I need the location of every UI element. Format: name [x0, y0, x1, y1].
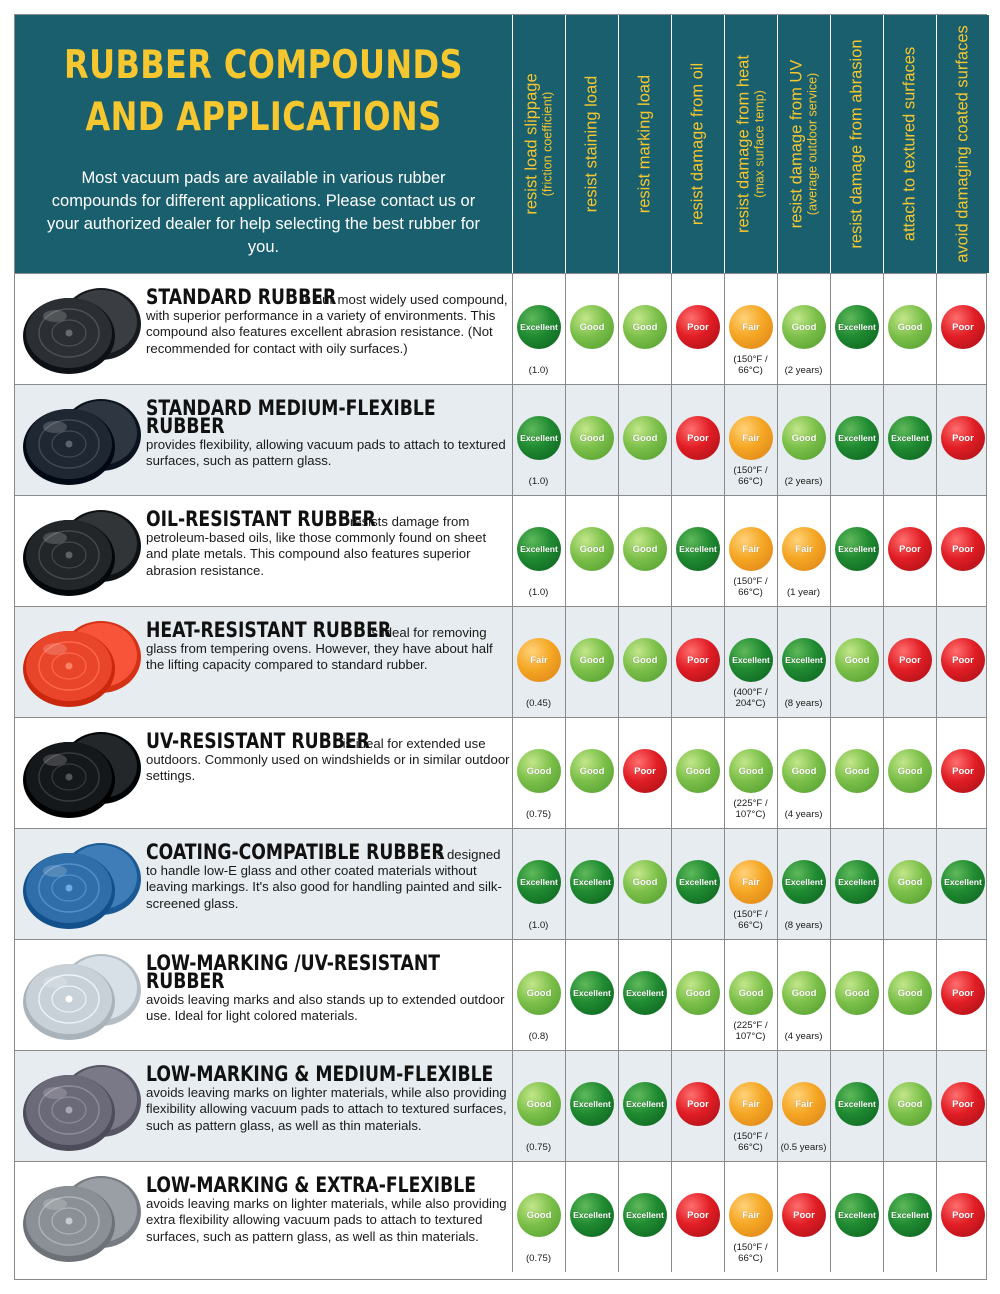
column-header-label: avoid damaging coated surfaces	[953, 25, 972, 263]
rating-cell	[830, 940, 883, 1050]
rating-badge-fair: Fair	[729, 305, 773, 349]
column-header-text	[937, 24, 990, 264]
rating-badge-good: Good	[517, 971, 561, 1015]
rubber-name: LOW-MARKING /UV-RESISTANT RUBBER	[146, 951, 441, 993]
rubber-name: OIL-RESISTANT RUBBER	[146, 507, 376, 531]
rating-cell	[618, 940, 671, 1050]
column-header	[618, 15, 671, 273]
rubber-name: HEAT-RESISTANT RUBBER	[146, 618, 392, 642]
rating-badge-excellent: Excellent	[517, 527, 561, 571]
rating-cell	[830, 829, 883, 939]
rating-badge-excellent: Excellent	[623, 1082, 667, 1126]
rating-cell	[512, 1051, 565, 1161]
vacuum-pad-image	[19, 502, 145, 600]
column-header-text	[619, 24, 672, 264]
rating-badge-good: Good	[623, 416, 667, 460]
rating-badge-fair: Fair	[517, 638, 561, 682]
rating-cell	[618, 1162, 671, 1272]
rating-cell	[777, 385, 830, 495]
rating-cell	[777, 607, 830, 717]
rating-cell	[671, 496, 724, 606]
rating-cell	[936, 829, 989, 939]
column-header	[565, 15, 618, 273]
rubber-description-text: resists damage from petroleum-based oils, like those commonly found on sheet and plate metals. This compound also features superior abrasion resistance.	[146, 514, 487, 578]
rating-cell	[618, 496, 671, 606]
rating-cell	[724, 1162, 777, 1272]
rubber-description	[146, 840, 510, 912]
rating-cell	[565, 274, 618, 384]
rating-note: (0.75)	[525, 1253, 552, 1264]
column-header-sublabel: (friction coefficient)	[540, 91, 555, 197]
column-header-text	[778, 24, 831, 264]
column-header-label: resist damage from oil	[688, 62, 707, 226]
rating-badge-excellent: Excellent	[676, 527, 720, 571]
rating-cell	[883, 496, 936, 606]
pad-image	[19, 613, 145, 711]
rubber-name: STANDARD RUBBER	[146, 285, 337, 309]
rubber-description-text: avoids leaving marks and also stands up to extended outdoor use. Ideal for light colored materials.	[146, 992, 505, 1024]
rating-cell	[936, 274, 989, 384]
rating-badge-fair: Fair	[729, 527, 773, 571]
rating-cell	[724, 829, 777, 939]
rating-badge-poor: Poor	[676, 1193, 720, 1237]
rating-cell	[936, 607, 989, 717]
rubber-row	[15, 606, 986, 717]
vacuum-pad-image	[19, 613, 145, 711]
rubber-row	[15, 1050, 986, 1161]
rating-cell	[883, 940, 936, 1050]
pad-image	[19, 280, 145, 378]
rubber-row	[15, 495, 986, 606]
rating-cell	[724, 940, 777, 1050]
column-header	[512, 15, 565, 273]
rating-cell	[883, 1162, 936, 1272]
rating-cell	[936, 1051, 989, 1161]
rating-cell	[777, 718, 830, 828]
rating-cell	[671, 385, 724, 495]
rubber-description	[146, 618, 510, 674]
rating-note: (400°F / 204°C)	[733, 687, 768, 709]
rating-badge-good: Good	[570, 305, 614, 349]
column-header	[883, 15, 936, 273]
pad-image	[19, 1168, 145, 1266]
rubber-description-text: provides flexibility, allowing vacuum pads to attach to textured surfaces, such as pattern glass.	[146, 437, 506, 469]
rating-badge-good: Good	[888, 749, 932, 793]
rating-cell	[565, 829, 618, 939]
rating-cell	[936, 385, 989, 495]
column-header-text	[513, 24, 566, 264]
rating-badge-excellent: Excellent	[570, 971, 614, 1015]
rating-cell	[618, 829, 671, 939]
rating-cell	[512, 940, 565, 1050]
column-header	[830, 15, 883, 273]
vacuum-pad-image	[19, 280, 145, 378]
rubber-description-text: is our most widely used compound, with superior performance in a variety of environments. This compound also features excellent abrasion resistance. (Not recommended for contact with oily surfaces.)	[146, 292, 508, 356]
rating-cell	[830, 718, 883, 828]
rating-note: (2 years)	[784, 365, 823, 376]
rating-cell	[618, 607, 671, 717]
rating-cell	[724, 385, 777, 495]
rating-cell	[671, 607, 724, 717]
rating-cell	[830, 385, 883, 495]
rubber-name: COATING-COMPATIBLE RUBBER	[146, 840, 445, 864]
rating-badge-excellent: Excellent	[835, 416, 879, 460]
rating-note: (150°F / 66°C)	[733, 576, 768, 598]
rating-cell	[777, 496, 830, 606]
rating-cell	[724, 718, 777, 828]
chart-header	[15, 15, 986, 273]
rating-cell	[512, 385, 565, 495]
rating-cell	[883, 274, 936, 384]
rating-note: (1 year)	[786, 587, 821, 598]
rating-badge-good: Good	[517, 1193, 561, 1237]
rating-badge-poor: Poor	[941, 638, 985, 682]
column-header-label: resist damage from abrasion	[847, 39, 866, 249]
rating-cell	[671, 718, 724, 828]
rating-cell	[565, 385, 618, 495]
rating-badge-poor: Poor	[782, 1193, 826, 1237]
rating-cell	[883, 385, 936, 495]
rubber-description	[146, 396, 510, 470]
column-header	[724, 15, 777, 273]
rubber-row	[15, 1161, 986, 1272]
rating-note: (150°F / 66°C)	[733, 1242, 768, 1264]
rating-cell	[565, 1162, 618, 1272]
rating-badge-fair: Fair	[782, 1082, 826, 1126]
rubber-description-text: avoids leaving marks on lighter materials, while also providing flexibility allowing vacuum pads to attach to textured surfaces, such as pattern glass, as well as thin materials.	[146, 1085, 507, 1133]
rating-cell	[777, 1051, 830, 1161]
rating-badge-good: Good	[835, 749, 879, 793]
column-header	[936, 15, 989, 273]
column-header	[671, 15, 724, 273]
rubber-description	[146, 729, 510, 785]
rating-cell	[830, 1162, 883, 1272]
column-header-label: attach to textured surfaces	[900, 46, 919, 242]
rating-cell	[777, 274, 830, 384]
rating-badge-poor: Poor	[676, 416, 720, 460]
rating-badge-fair: Fair	[729, 416, 773, 460]
rating-badge-good: Good	[782, 416, 826, 460]
pad-image	[19, 946, 145, 1044]
rubber-row	[15, 939, 986, 1050]
rating-note: (4 years)	[784, 1031, 823, 1042]
rating-cell	[671, 829, 724, 939]
rating-badge-excellent: Excellent	[835, 527, 879, 571]
rating-badge-good: Good	[835, 638, 879, 682]
column-header-sublabel: (average outdoor service)	[805, 72, 820, 216]
rating-cell	[724, 496, 777, 606]
rating-cell	[671, 274, 724, 384]
rating-cell	[830, 274, 883, 384]
pad-image	[19, 502, 145, 600]
rubber-row	[15, 273, 986, 384]
pad-image	[19, 391, 145, 489]
page-title-line-2: AND APPLICATIONS	[85, 95, 442, 140]
column-header-text	[725, 24, 778, 264]
vacuum-pad-image	[19, 835, 145, 933]
rating-cell	[830, 496, 883, 606]
rating-note: (1.0)	[528, 920, 549, 931]
rating-note: (150°F / 66°C)	[733, 465, 768, 487]
rubber-description-text: is ideal for extended use outdoors. Commonly used on windshields or in similar outdoor settings.	[146, 736, 510, 784]
rating-badge-good: Good	[570, 527, 614, 571]
rubber-name: LOW-MARKING & EXTRA-FLEXIBLE	[146, 1173, 476, 1197]
rating-badge-good: Good	[623, 527, 667, 571]
rating-cell	[777, 940, 830, 1050]
rating-badge-good: Good	[676, 749, 720, 793]
rating-badge-fair: Fair	[729, 1082, 773, 1126]
rating-badge-poor: Poor	[941, 527, 985, 571]
rubber-description	[146, 1062, 510, 1134]
rating-cell	[565, 496, 618, 606]
rating-badge-excellent: Excellent	[676, 860, 720, 904]
rating-cell	[512, 496, 565, 606]
pad-image	[19, 724, 145, 822]
vacuum-pad-image	[19, 1168, 145, 1266]
rating-note: (150°F / 66°C)	[733, 354, 768, 376]
rating-cell	[724, 274, 777, 384]
rating-badge-poor: Poor	[676, 305, 720, 349]
rating-note: (225°F / 107°C)	[733, 798, 768, 820]
rating-badge-excellent: Excellent	[782, 638, 826, 682]
rating-badge-excellent: Excellent	[623, 1193, 667, 1237]
rating-cell	[671, 940, 724, 1050]
rating-note: (0.75)	[525, 1142, 552, 1153]
rating-badge-fair: Fair	[729, 1193, 773, 1237]
rating-badge-excellent: Excellent	[623, 971, 667, 1015]
rating-cell	[618, 274, 671, 384]
rating-note: (225°F / 107°C)	[733, 1020, 768, 1042]
rating-cell	[671, 1162, 724, 1272]
rating-cell	[671, 1051, 724, 1161]
rating-cell	[565, 607, 618, 717]
rating-badge-good: Good	[570, 416, 614, 460]
rating-cell	[724, 607, 777, 717]
intro-text: Most vacuum pads are available in various rubber compounds for different applications. Please contact us or your authorized dealer for help selecting the best rubber for you.	[47, 169, 480, 256]
rating-badge-good: Good	[888, 305, 932, 349]
rubber-compounds-chart	[14, 14, 987, 1280]
rating-cell	[512, 274, 565, 384]
rating-badge-good: Good	[729, 971, 773, 1015]
rating-cell	[512, 829, 565, 939]
vacuum-pad-image	[19, 946, 145, 1044]
column-header-label: resist damage from heat	[734, 55, 753, 233]
vacuum-pad-image	[19, 391, 145, 489]
pad-image	[19, 1057, 145, 1155]
rating-badge-good: Good	[782, 749, 826, 793]
rating-badge-poor: Poor	[623, 749, 667, 793]
title-block	[15, 15, 512, 273]
rating-badge-poor: Poor	[941, 749, 985, 793]
vacuum-pad-image	[19, 1057, 145, 1155]
vacuum-pad-image	[19, 724, 145, 822]
rating-cell	[936, 940, 989, 1050]
rating-badge-good: Good	[835, 971, 879, 1015]
rating-note: (0.45)	[525, 698, 552, 709]
column-header-text	[672, 24, 725, 264]
rubber-description-text: is ideal for removing glass from tempering ovens. However, they have about half the lifting capacity compared to standard rubber.	[146, 625, 493, 673]
column-header-text	[884, 24, 937, 264]
rating-badge-good: Good	[623, 305, 667, 349]
rating-badge-excellent: Excellent	[782, 860, 826, 904]
rating-note: (8 years)	[784, 698, 823, 709]
rating-badge-fair: Fair	[729, 860, 773, 904]
rating-note: (150°F / 66°C)	[733, 909, 768, 931]
rating-badge-poor: Poor	[941, 1193, 985, 1237]
rating-cell	[724, 1051, 777, 1161]
rating-badge-excellent: Excellent	[570, 1082, 614, 1126]
rating-badge-excellent: Excellent	[517, 416, 561, 460]
rating-cell	[830, 607, 883, 717]
rating-cell	[830, 1051, 883, 1161]
rating-badge-poor: Poor	[941, 416, 985, 460]
rating-badge-poor: Poor	[676, 638, 720, 682]
rating-cell	[936, 718, 989, 828]
rubber-description	[146, 285, 510, 357]
rating-cell	[883, 607, 936, 717]
rating-cell	[883, 718, 936, 828]
rating-note: (1.0)	[528, 476, 549, 487]
rating-cell	[565, 940, 618, 1050]
rating-note: (2 years)	[784, 476, 823, 487]
rating-badge-excellent: Excellent	[835, 1082, 879, 1126]
rating-badge-excellent: Excellent	[835, 1193, 879, 1237]
rating-badge-good: Good	[888, 971, 932, 1015]
rating-cell	[777, 1162, 830, 1272]
column-header	[777, 15, 830, 273]
rating-cell	[565, 718, 618, 828]
rating-cell	[512, 607, 565, 717]
rubber-description	[146, 951, 510, 1025]
rating-note: (0.75)	[525, 809, 552, 820]
rubber-name: UV-RESISTANT RUBBER	[146, 729, 370, 753]
rubber-row	[15, 717, 986, 828]
rating-cell	[618, 1051, 671, 1161]
rating-badge-excellent: Excellent	[888, 416, 932, 460]
rubber-name: LOW-MARKING & MEDIUM-FLEXIBLE	[146, 1062, 494, 1086]
rating-note: (0.5 years)	[780, 1142, 827, 1153]
rating-note: (1.0)	[528, 365, 549, 376]
rating-cell	[618, 385, 671, 495]
column-header-sublabel: (max surface temp)	[752, 90, 767, 198]
rating-badge-good: Good	[517, 1082, 561, 1126]
rubber-description	[146, 507, 510, 579]
rating-note: (150°F / 66°C)	[733, 1131, 768, 1153]
pad-image	[19, 835, 145, 933]
rating-badge-excellent: Excellent	[888, 1193, 932, 1237]
rating-badge-excellent: Excellent	[517, 860, 561, 904]
rubber-row	[15, 828, 986, 939]
rating-badge-good: Good	[729, 749, 773, 793]
rating-badge-excellent: Excellent	[941, 860, 985, 904]
rating-badge-excellent: Excellent	[570, 1193, 614, 1237]
column-header-text	[566, 24, 619, 264]
rating-badge-poor: Poor	[888, 638, 932, 682]
rating-cell	[883, 1051, 936, 1161]
rating-cell	[936, 1162, 989, 1272]
rating-badge-poor: Poor	[888, 527, 932, 571]
rating-cell	[883, 829, 936, 939]
rating-badge-good: Good	[888, 1082, 932, 1126]
rating-note: (4 years)	[784, 809, 823, 820]
rating-badge-poor: Poor	[941, 305, 985, 349]
rating-badge-good: Good	[623, 860, 667, 904]
rating-badge-poor: Poor	[941, 1082, 985, 1126]
rating-cell	[618, 718, 671, 828]
column-header-label: resist staining load	[582, 75, 601, 213]
rating-badge-poor: Poor	[676, 1082, 720, 1126]
rating-note: (8 years)	[784, 920, 823, 931]
rating-badge-excellent: Excellent	[570, 860, 614, 904]
rating-badge-good: Good	[570, 749, 614, 793]
rating-badge-excellent: Excellent	[835, 305, 879, 349]
rating-badge-good: Good	[888, 860, 932, 904]
rating-badge-good: Good	[782, 971, 826, 1015]
rating-badge-excellent: Excellent	[835, 860, 879, 904]
rating-badge-excellent: Excellent	[517, 305, 561, 349]
rating-badge-good: Good	[517, 749, 561, 793]
rubber-name: STANDARD MEDIUM-FLEXIBLE RUBBER	[146, 396, 436, 438]
rating-cell	[512, 718, 565, 828]
rating-badge-good: Good	[623, 638, 667, 682]
rating-badge-good: Good	[676, 971, 720, 1015]
rating-cell	[777, 829, 830, 939]
rating-badge-fair: Fair	[782, 527, 826, 571]
rating-note: (0.8)	[528, 1031, 549, 1042]
column-header-label: resist damage from UV	[787, 59, 806, 229]
rating-cell	[512, 1162, 565, 1272]
rating-badge-excellent: Excellent	[729, 638, 773, 682]
column-header-label: resist load slippage	[522, 73, 541, 215]
rating-badge-good: Good	[782, 305, 826, 349]
rubber-row	[15, 384, 986, 495]
column-header-text	[831, 24, 884, 264]
rating-cell	[936, 496, 989, 606]
rubber-description-text: is designed to handle low-E glass and other coated materials without leaving markings. It's also good for handling painted and silk-screened glass.	[146, 847, 502, 911]
rating-badge-poor: Poor	[941, 971, 985, 1015]
rating-badge-good: Good	[570, 638, 614, 682]
rubber-description	[146, 1173, 510, 1245]
rubber-description-text: avoids leaving marks on lighter materials, while also providing extra flexibility allowing vacuum pads to attach to textured surfaces, such as pattern glass, as well as thin materials.	[146, 1196, 507, 1244]
column-header-label: resist marking load	[635, 74, 654, 214]
rating-cell	[565, 1051, 618, 1161]
page-title-line-1: RUBBER COMPOUNDS	[64, 43, 463, 88]
rating-note: (1.0)	[528, 587, 549, 598]
